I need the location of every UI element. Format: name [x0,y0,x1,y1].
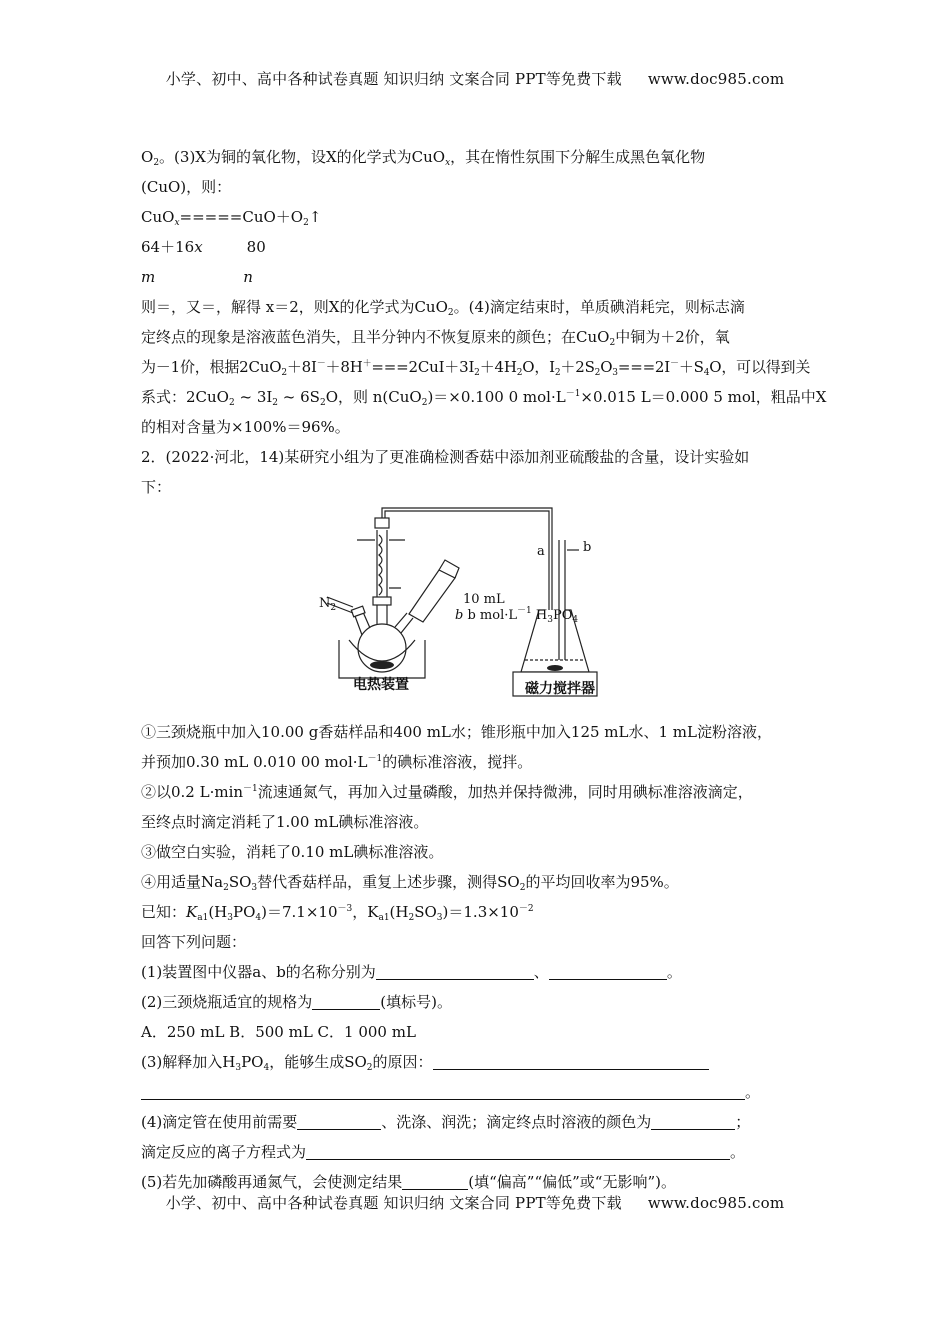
step-3: ③做空白实验，消耗了0.10 mL碘标准溶液。 [141,843,444,861]
label-n2: $N_2$ [319,596,337,613]
answer-blank-3b[interactable] [141,1081,745,1100]
burette-tag: b [583,540,592,555]
step-2b: 至终点时滴定消耗了1.00 mL碘标准溶液。 [141,813,429,831]
part-4: (4)滴定管在使用前需要 、洗涤、润洗；滴定终点时溶液的颜色为 ； [141,1113,751,1131]
solution-line-2: (CuO)，则： [141,178,232,196]
answer-blank-1b[interactable] [549,961,667,980]
label-stirrer: 磁力搅拌器 [525,681,595,697]
label-volume: 10 mL [463,592,505,607]
part-5: (5)若先加磷酸再通氮气，会使测定结果 (填“偏高”“偏低”或“无影响”)。 [141,1173,676,1191]
question-2-stem: 2．(2022·河北，14)某研究小组为了更准确检测香菇中添加剂亚硫酸盐的含量，设计实验如 [141,448,750,466]
label-a: a [537,544,545,559]
part-3-cont: 。 [141,1077,811,1107]
label-heater: 电热装置 [353,677,409,693]
part-1: (1)装置图中仪器a、b的名称分别为 、 。 [141,963,682,981]
part-4-equation: 滴定反应的离子方程式为 。 [141,1143,746,1161]
footer-site[interactable]: www.doc985.com [647,1194,785,1212]
known-constants: 已知：$K_{a1}(H_3PO_4)=7.1\times 10^{-3}$，$K_{a1}(H_2SO_3)=1.3\times 10^{-2}$ [141,903,534,923]
answer-blank-3a[interactable] [433,1051,709,1070]
apparatus-figure [141,506,811,711]
answer-blank-4c[interactable] [306,1141,730,1160]
answer-blank-2[interactable] [312,991,380,1010]
burette-b [559,540,565,660]
answer-blank-4b[interactable] [651,1111,735,1130]
answer-blank-5[interactable] [402,1171,468,1190]
equation-line: $CuO_x=====CuO+O_2↑$ [141,208,322,228]
equation-mass-line: 64＋16x 80 [141,238,266,256]
solution-line-7: 定终点的现象是溶液蓝色消失，且半分钟内不恢复原来的颜色；在CuO$_2$中铜为＋2价，氧 [141,328,730,348]
solution-line-1: $O_2$。(3)X为铜的氧化物，设X的化学式为CuO$_x$，其在惰性氛围下分解生成黑色氧化物 [141,148,706,168]
instruction: 回答下列问题： [141,933,247,951]
label-concentration: b b $mol\cdot L^{-1}$ $H_3PO_4$ [455,606,579,625]
equation-var-line: m n [141,268,253,286]
part-3: (3)解释加入$H_3PO_4$，能够生成$SO_2$的原因： [141,1047,811,1077]
page-content [141,142,827,1197]
page-header [0,68,950,89]
solution-line-9: 系式：2CuO$_2$ ~ $3I_2$ ~ $6S_2O$，则 n(CuO$_2$)＝×0.100 0 $mol\cdot L^{-1}\times 0.015$ L＝0.000 5 mol，粗品中X [141,388,827,408]
page-footer [0,1192,950,1213]
step-1a: ①三颈烧瓶中加入10.00 g香菇样品和400 mL水；锥形瓶中加入125 mL水、1 mL淀粉溶液， [141,723,772,741]
question-2-stem-end: 下： [141,478,172,496]
answer-blank-4a[interactable] [297,1111,381,1130]
part-2: (2)三颈烧瓶适宜的规格为 (填标号)。 [141,993,452,1011]
step-2a: ②以0.2 $L\cdot\min^{-1}$流速通氮气，再加入过量磷酸，加热并保持微沸，同时用碘标准溶液滴定， [141,783,753,801]
step-1b: 并预加0.30 mL 0.010 00 $mol\cdot L^{-1}$的碘标准溶液，搅拌。 [141,753,533,771]
footer-text: 小学、初中、高中各种试卷真题 知识归纳 文案合同 PPT等免费下载 [165,1194,622,1212]
part-2-options: A．250 mL B．500 mL C．1 000 mL [141,1023,416,1041]
solution-line-8: 为－1价，根据$2CuO_2+8I^-+8H^+===2CuI+3I_2+4H_2O$，$I_2+2S_2O_3===2I^-+S_4O$，可以得到关 [141,358,811,378]
answer-blank-1a[interactable] [376,961,534,980]
header-text: 小学、初中、高中各种试卷真题 知识归纳 文案合同 PPT等免费下载 [165,70,622,88]
dropping-funnel [409,570,455,622]
step-4: ④用适量$Na_2SO_3$替代香菇样品，重复上述步骤，测得$SO_2$的平均回收率为95%。 [141,873,679,893]
solution-line-10: 的相对含量为×100%＝96%。 [141,418,350,436]
solution-line-6: 则＝，又＝，解得 x＝2，则X的化学式为CuO$_2$。(4)滴定结束时，单质碘消耗完，则标志滴 [141,298,745,318]
header-site[interactable]: www.doc985.com [647,70,785,88]
